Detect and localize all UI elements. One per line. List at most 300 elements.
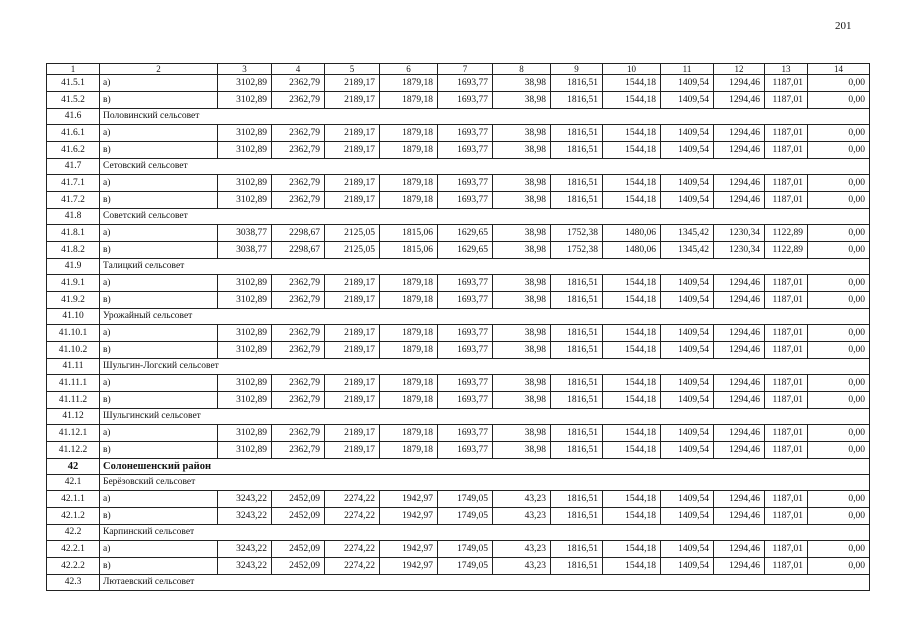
value-cell: 1187,01 (765, 425, 808, 442)
value-cell: 1816,51 (551, 125, 603, 142)
column-number: 8 (493, 64, 551, 75)
value-cell: 1409,54 (661, 175, 714, 192)
value-cell: 1294,46 (714, 442, 765, 459)
value-cell: 38,98 (493, 442, 551, 459)
value-cell: 1816,51 (551, 275, 603, 292)
value-cell: 2189,17 (325, 92, 380, 109)
section-title: Шульгинский сельсовет (100, 409, 870, 425)
value-cell: 3102,89 (218, 375, 272, 392)
value-cell: 1294,46 (714, 192, 765, 209)
value-cell: 2274,22 (325, 508, 380, 525)
row-code: 42.1.2 (47, 508, 100, 525)
value-cell: 2362,79 (272, 275, 325, 292)
value-cell: 3243,22 (218, 491, 272, 508)
section-row (47, 309, 870, 325)
value-cell: 1544,18 (603, 491, 661, 508)
column-number: 3 (218, 64, 272, 75)
value-cell: 2452,09 (272, 558, 325, 575)
value-cell: 1294,46 (714, 541, 765, 558)
district-row (47, 459, 870, 475)
value-cell: 3102,89 (218, 75, 272, 92)
value-cell: 1122,89 (765, 242, 808, 259)
row-code: 41.6.1 (47, 125, 100, 142)
value-cell: 2189,17 (325, 375, 380, 392)
value-cell: 1879,18 (380, 275, 438, 292)
value-cell: 43,23 (493, 558, 551, 575)
section-row (47, 259, 870, 275)
value-cell: 1693,77 (438, 342, 493, 359)
section-title: Карпинский сельсовет (100, 525, 870, 541)
row-code: 41.11.1 (47, 375, 100, 392)
value-cell: 1294,46 (714, 75, 765, 92)
value-cell: 1544,18 (603, 175, 661, 192)
value-cell: 1544,18 (603, 325, 661, 342)
section-row (47, 159, 870, 175)
row-label: а) (100, 325, 218, 342)
row-code: 42.1.1 (47, 491, 100, 508)
value-cell: 1294,46 (714, 125, 765, 142)
value-cell: 43,23 (493, 491, 551, 508)
value-cell: 3102,89 (218, 192, 272, 209)
value-cell: 1480,06 (603, 242, 661, 259)
value-cell: 1187,01 (765, 442, 808, 459)
value-cell: 38,98 (493, 342, 551, 359)
value-cell: 1879,18 (380, 375, 438, 392)
section-row (47, 359, 870, 375)
value-cell: 2298,67 (272, 242, 325, 259)
tariff-table (46, 63, 870, 591)
table-row (47, 375, 870, 392)
value-cell: 1879,18 (380, 192, 438, 209)
value-cell: 1629,65 (438, 242, 493, 259)
section-title: Талицкий сельсовет (100, 259, 870, 275)
value-cell: 38,98 (493, 325, 551, 342)
value-cell: 1187,01 (765, 342, 808, 359)
value-cell: 1544,18 (603, 508, 661, 525)
table-row (47, 508, 870, 525)
table-body (47, 64, 870, 591)
value-cell: 1345,42 (661, 225, 714, 242)
value-cell: 0,00 (808, 242, 870, 259)
table-row (47, 92, 870, 109)
value-cell: 2362,79 (272, 325, 325, 342)
table-row (47, 342, 870, 359)
row-label: в) (100, 92, 218, 109)
value-cell: 1942,97 (380, 491, 438, 508)
value-cell: 0,00 (808, 275, 870, 292)
value-cell: 1187,01 (765, 541, 808, 558)
value-cell: 2362,79 (272, 375, 325, 392)
value-cell: 1294,46 (714, 175, 765, 192)
value-cell: 1187,01 (765, 175, 808, 192)
value-cell: 2362,79 (272, 142, 325, 159)
value-cell: 1815,06 (380, 225, 438, 242)
section-title: Советский сельсовет (100, 209, 870, 225)
table-row (47, 442, 870, 459)
row-code: 41.7.1 (47, 175, 100, 192)
value-cell: 1294,46 (714, 92, 765, 109)
table-row (47, 558, 870, 575)
value-cell: 2189,17 (325, 275, 380, 292)
value-cell: 1816,51 (551, 325, 603, 342)
value-cell: 1879,18 (380, 325, 438, 342)
value-cell: 1815,06 (380, 242, 438, 259)
column-number: 9 (551, 64, 603, 75)
value-cell: 1544,18 (603, 142, 661, 159)
value-cell: 1544,18 (603, 92, 661, 109)
value-cell: 38,98 (493, 175, 551, 192)
value-cell: 2452,09 (272, 541, 325, 558)
value-cell: 1409,54 (661, 425, 714, 442)
value-cell: 1693,77 (438, 275, 493, 292)
value-cell: 1816,51 (551, 392, 603, 409)
value-cell: 1816,51 (551, 342, 603, 359)
row-label: а) (100, 491, 218, 508)
value-cell: 1122,89 (765, 225, 808, 242)
value-cell: 1879,18 (380, 292, 438, 309)
row-code: 41.12.2 (47, 442, 100, 459)
value-cell: 1409,54 (661, 125, 714, 142)
value-cell: 38,98 (493, 142, 551, 159)
section-row (47, 575, 870, 591)
value-cell: 1693,77 (438, 325, 493, 342)
value-cell: 1294,46 (714, 375, 765, 392)
row-label: в) (100, 242, 218, 259)
value-cell: 1942,97 (380, 508, 438, 525)
value-cell: 1816,51 (551, 491, 603, 508)
row-label: а) (100, 425, 218, 442)
row-code: 41.5.2 (47, 92, 100, 109)
section-title: Солонешенский район (100, 459, 870, 475)
table-row (47, 125, 870, 142)
value-cell: 2362,79 (272, 442, 325, 459)
value-cell: 2189,17 (325, 125, 380, 142)
value-cell: 1187,01 (765, 125, 808, 142)
value-cell: 2274,22 (325, 558, 380, 575)
value-cell: 0,00 (808, 325, 870, 342)
section-row (47, 209, 870, 225)
value-cell: 1409,54 (661, 392, 714, 409)
value-cell: 1816,51 (551, 92, 603, 109)
value-cell: 1816,51 (551, 292, 603, 309)
value-cell: 1544,18 (603, 442, 661, 459)
value-cell: 1693,77 (438, 442, 493, 459)
value-cell: 1187,01 (765, 92, 808, 109)
section-title: Сетовский сельсовет (100, 159, 870, 175)
value-cell: 1409,54 (661, 508, 714, 525)
value-cell: 1544,18 (603, 375, 661, 392)
value-cell: 38,98 (493, 125, 551, 142)
value-cell: 1409,54 (661, 142, 714, 159)
row-label: в) (100, 342, 218, 359)
row-code: 41.7 (47, 159, 100, 175)
value-cell: 1693,77 (438, 75, 493, 92)
column-number: 12 (714, 64, 765, 75)
value-cell: 3102,89 (218, 442, 272, 459)
value-cell: 2274,22 (325, 541, 380, 558)
row-label: в) (100, 292, 218, 309)
value-cell: 2362,79 (272, 342, 325, 359)
value-cell: 3102,89 (218, 175, 272, 192)
value-cell: 38,98 (493, 425, 551, 442)
value-cell: 38,98 (493, 275, 551, 292)
row-code: 42.2.1 (47, 541, 100, 558)
value-cell: 38,98 (493, 242, 551, 259)
value-cell: 1409,54 (661, 558, 714, 575)
value-cell: 38,98 (493, 392, 551, 409)
value-cell: 2362,79 (272, 292, 325, 309)
value-cell: 1345,42 (661, 242, 714, 259)
value-cell: 3102,89 (218, 342, 272, 359)
value-cell: 1879,18 (380, 125, 438, 142)
value-cell: 2362,79 (272, 175, 325, 192)
table-row (47, 175, 870, 192)
table-row (47, 225, 870, 242)
value-cell: 2189,17 (325, 325, 380, 342)
value-cell: 0,00 (808, 508, 870, 525)
value-cell: 1816,51 (551, 425, 603, 442)
row-label: а) (100, 75, 218, 92)
value-cell: 1942,97 (380, 558, 438, 575)
value-cell: 1544,18 (603, 192, 661, 209)
value-cell: 1187,01 (765, 192, 808, 209)
value-cell: 1879,18 (380, 342, 438, 359)
value-cell: 2189,17 (325, 425, 380, 442)
value-cell: 1879,18 (380, 75, 438, 92)
value-cell: 1294,46 (714, 325, 765, 342)
value-cell: 1816,51 (551, 175, 603, 192)
value-cell: 2362,79 (272, 125, 325, 142)
value-cell: 38,98 (493, 225, 551, 242)
row-code: 41.11.2 (47, 392, 100, 409)
table-row (47, 275, 870, 292)
value-cell: 0,00 (808, 125, 870, 142)
table-row (47, 425, 870, 442)
row-code: 41.6.2 (47, 142, 100, 159)
section-title: Берёзовский сельсовет (100, 475, 870, 491)
value-cell: 3102,89 (218, 92, 272, 109)
value-cell: 1294,46 (714, 292, 765, 309)
value-cell: 1544,18 (603, 125, 661, 142)
value-cell: 1693,77 (438, 375, 493, 392)
column-number: 2 (100, 64, 218, 75)
value-cell: 1816,51 (551, 558, 603, 575)
value-cell: 2189,17 (325, 342, 380, 359)
column-number-row (47, 64, 870, 75)
value-cell: 1409,54 (661, 75, 714, 92)
value-cell: 1942,97 (380, 541, 438, 558)
column-number: 6 (380, 64, 438, 75)
value-cell: 0,00 (808, 92, 870, 109)
value-cell: 2362,79 (272, 425, 325, 442)
value-cell: 1187,01 (765, 508, 808, 525)
value-cell: 1544,18 (603, 558, 661, 575)
column-number: 11 (661, 64, 714, 75)
value-cell: 1879,18 (380, 142, 438, 159)
row-code: 41.5.1 (47, 75, 100, 92)
value-cell: 1544,18 (603, 342, 661, 359)
value-cell: 1294,46 (714, 491, 765, 508)
value-cell: 1409,54 (661, 442, 714, 459)
value-cell: 1409,54 (661, 541, 714, 558)
row-code: 41.12 (47, 409, 100, 425)
value-cell: 2189,17 (325, 75, 380, 92)
value-cell: 2362,79 (272, 392, 325, 409)
value-cell: 1816,51 (551, 508, 603, 525)
value-cell: 1187,01 (765, 275, 808, 292)
row-label: а) (100, 125, 218, 142)
row-code: 42.2.2 (47, 558, 100, 575)
value-cell: 3102,89 (218, 392, 272, 409)
value-cell: 3243,22 (218, 541, 272, 558)
value-cell: 1294,46 (714, 342, 765, 359)
table-row (47, 325, 870, 342)
value-cell: 0,00 (808, 392, 870, 409)
value-cell: 2362,79 (272, 192, 325, 209)
table-row (47, 541, 870, 558)
row-code: 42 (47, 459, 100, 475)
column-number: 1 (47, 64, 100, 75)
row-code: 41.12.1 (47, 425, 100, 442)
value-cell: 2125,05 (325, 242, 380, 259)
value-cell: 3102,89 (218, 275, 272, 292)
row-code: 42.1 (47, 475, 100, 491)
value-cell: 0,00 (808, 292, 870, 309)
row-label: в) (100, 392, 218, 409)
page-number: 201 (835, 20, 852, 32)
value-cell: 0,00 (808, 442, 870, 459)
value-cell: 1816,51 (551, 375, 603, 392)
row-code: 41.9 (47, 259, 100, 275)
value-cell: 1187,01 (765, 392, 808, 409)
value-cell: 1816,51 (551, 192, 603, 209)
value-cell: 43,23 (493, 541, 551, 558)
value-cell: 2452,09 (272, 491, 325, 508)
value-cell: 1752,38 (551, 225, 603, 242)
row-code: 41.8 (47, 209, 100, 225)
value-cell: 1544,18 (603, 75, 661, 92)
value-cell: 1409,54 (661, 375, 714, 392)
section-row (47, 409, 870, 425)
value-cell: 0,00 (808, 175, 870, 192)
value-cell: 1187,01 (765, 491, 808, 508)
value-cell: 1544,18 (603, 425, 661, 442)
value-cell: 1544,18 (603, 392, 661, 409)
value-cell: 1752,38 (551, 242, 603, 259)
value-cell: 1187,01 (765, 75, 808, 92)
value-cell: 1693,77 (438, 425, 493, 442)
row-label: в) (100, 442, 218, 459)
value-cell: 1294,46 (714, 558, 765, 575)
value-cell: 1187,01 (765, 325, 808, 342)
section-row (47, 109, 870, 125)
section-title: Шульгин-Логский сельсовет (100, 359, 870, 375)
value-cell: 38,98 (493, 375, 551, 392)
value-cell: 1187,01 (765, 558, 808, 575)
value-cell: 0,00 (808, 491, 870, 508)
value-cell: 2189,17 (325, 392, 380, 409)
value-cell: 1879,18 (380, 442, 438, 459)
value-cell: 1879,18 (380, 92, 438, 109)
row-code: 41.7.2 (47, 192, 100, 209)
value-cell: 1230,34 (714, 225, 765, 242)
table-row (47, 192, 870, 209)
table-row (47, 491, 870, 508)
value-cell: 1879,18 (380, 425, 438, 442)
value-cell: 0,00 (808, 425, 870, 442)
value-cell: 3102,89 (218, 142, 272, 159)
section-title: Урожайный сельсовет (100, 309, 870, 325)
tariff-table-container (46, 63, 870, 591)
value-cell: 3038,77 (218, 242, 272, 259)
value-cell: 0,00 (808, 225, 870, 242)
value-cell: 3102,89 (218, 125, 272, 142)
value-cell: 3102,89 (218, 292, 272, 309)
row-label: в) (100, 558, 218, 575)
value-cell: 1294,46 (714, 425, 765, 442)
row-label: а) (100, 375, 218, 392)
value-cell: 1409,54 (661, 491, 714, 508)
value-cell: 2189,17 (325, 442, 380, 459)
row-code: 41.10 (47, 309, 100, 325)
value-cell: 38,98 (493, 75, 551, 92)
value-cell: 1230,34 (714, 242, 765, 259)
value-cell: 1749,05 (438, 541, 493, 558)
value-cell: 1693,77 (438, 92, 493, 109)
value-cell: 1749,05 (438, 508, 493, 525)
value-cell: 1879,18 (380, 392, 438, 409)
value-cell: 1409,54 (661, 325, 714, 342)
row-code: 41.11 (47, 359, 100, 375)
row-label: в) (100, 192, 218, 209)
value-cell: 1816,51 (551, 75, 603, 92)
value-cell: 0,00 (808, 558, 870, 575)
value-cell: 3038,77 (218, 225, 272, 242)
row-code: 41.6 (47, 109, 100, 125)
value-cell: 1879,18 (380, 175, 438, 192)
table-row (47, 242, 870, 259)
value-cell: 1409,54 (661, 92, 714, 109)
column-number: 7 (438, 64, 493, 75)
table-row (47, 142, 870, 159)
value-cell: 3102,89 (218, 325, 272, 342)
row-label: а) (100, 541, 218, 558)
value-cell: 38,98 (493, 92, 551, 109)
value-cell: 0,00 (808, 342, 870, 359)
row-code: 42.3 (47, 575, 100, 591)
column-number: 4 (272, 64, 325, 75)
value-cell: 38,98 (493, 192, 551, 209)
value-cell: 1693,77 (438, 175, 493, 192)
value-cell: 0,00 (808, 541, 870, 558)
value-cell: 1294,46 (714, 275, 765, 292)
section-row (47, 525, 870, 541)
row-label: а) (100, 275, 218, 292)
value-cell: 0,00 (808, 192, 870, 209)
value-cell: 38,98 (493, 292, 551, 309)
row-label: в) (100, 142, 218, 159)
value-cell: 1409,54 (661, 342, 714, 359)
table-row (47, 292, 870, 309)
value-cell: 1544,18 (603, 292, 661, 309)
value-cell: 2189,17 (325, 292, 380, 309)
table-row (47, 75, 870, 92)
value-cell: 1749,05 (438, 491, 493, 508)
value-cell: 0,00 (808, 75, 870, 92)
value-cell: 2125,05 (325, 225, 380, 242)
row-code: 42.2 (47, 525, 100, 541)
row-label: в) (100, 508, 218, 525)
